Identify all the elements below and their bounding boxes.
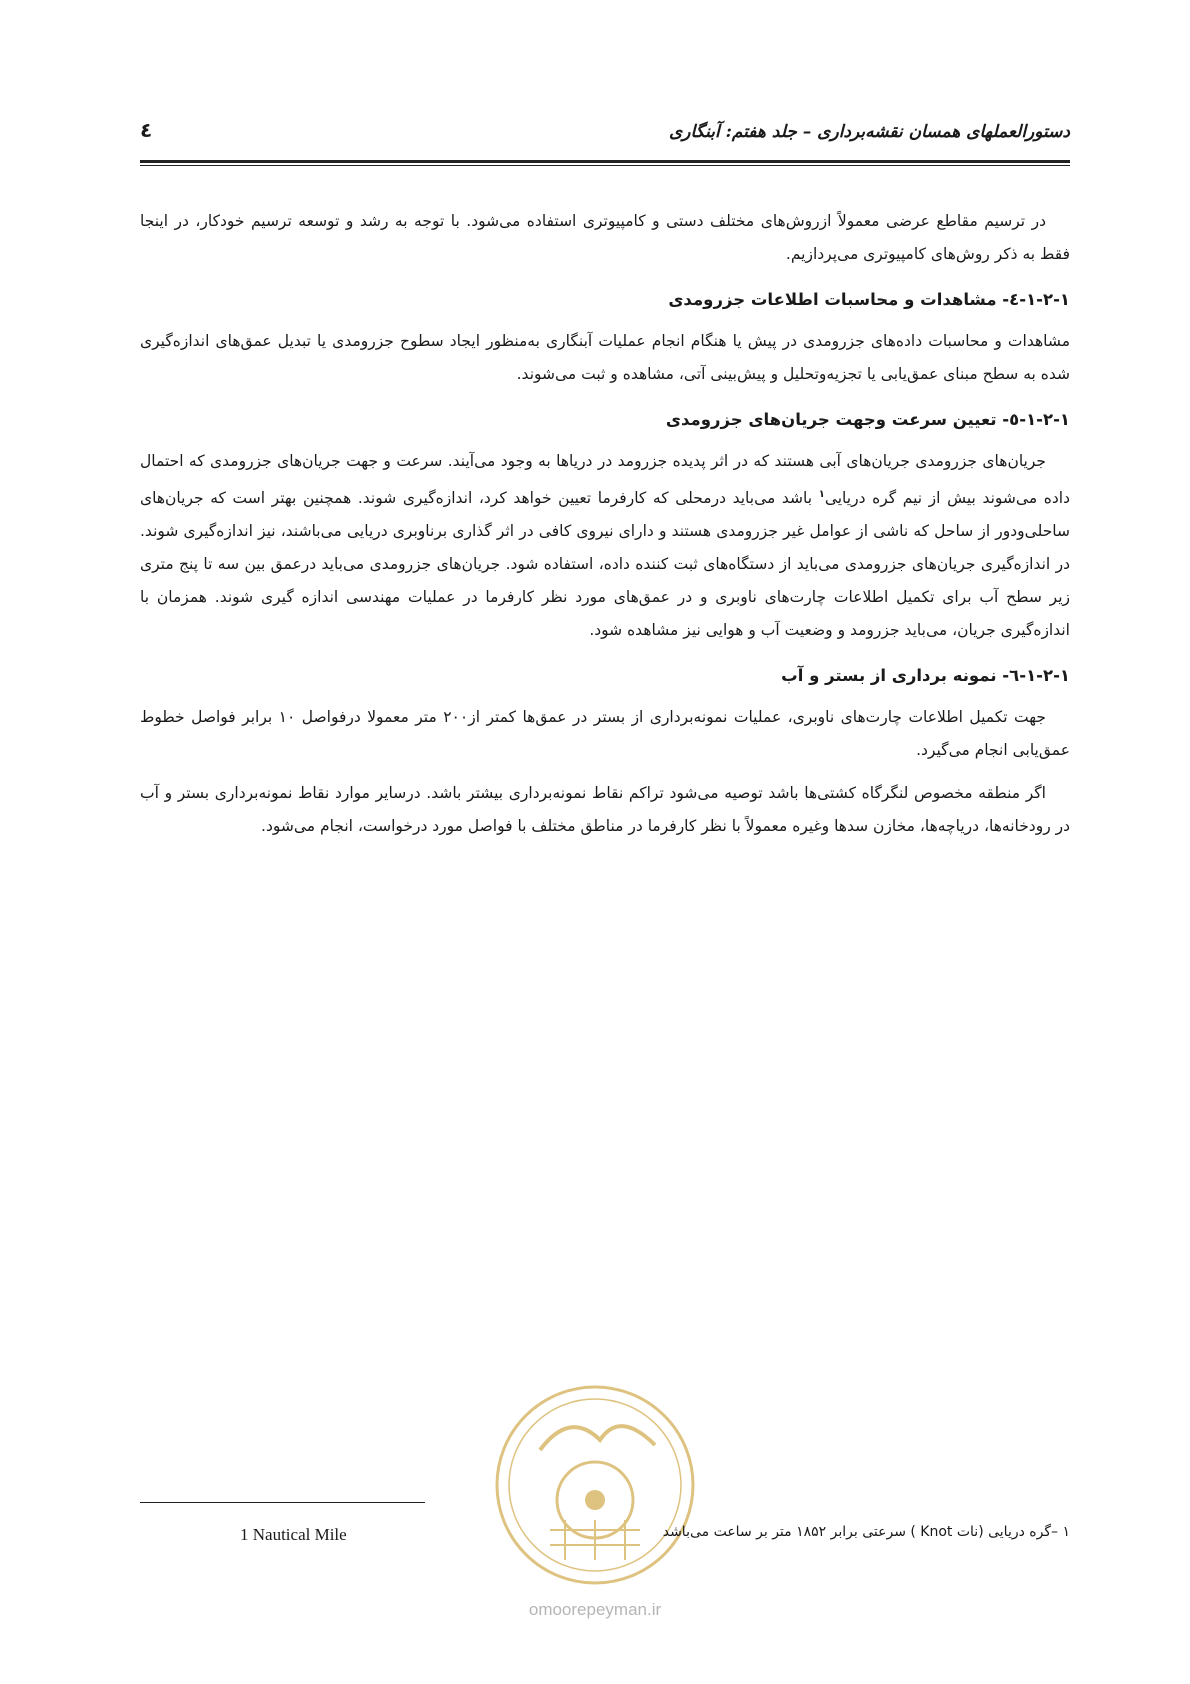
watermark-seal-icon <box>490 1380 700 1590</box>
page-number: ٤ <box>140 118 153 142</box>
heading-sampling: ۱-۲-۱-٦- نمونه برداری از بستر و آب <box>781 666 1070 686</box>
header-rule-thin <box>140 165 1070 166</box>
heading-tidal-currents: ۱-۲-۱-٥- تعیین سرعت وجهت جریان‌های جزرومدی <box>665 410 1070 429</box>
page-header <box>140 118 1070 158</box>
paragraph-anchorage: اگر منطقه مخصوص لنگرگاه کشتی‌ها باشد توصیه می‌شود تراکم نقاط نمونه‌برداری بیشتر باشد. درسایر موارد نقاط نمونه‌برداری بستر و آب در رودخانه‌ها، دریاچه‌ها، مخازن سدها وغیره معمولاً با نظر کارفرما در مناطق مختلف با فواصل مورد درخواست، انجام می‌شود. <box>140 784 1070 836</box>
tidal-currents-text-b: باشد می‌باید درمحلی که کارفرما تعیین خواهد کرد، اندازه‌گیری شوند. همچنین بهتر است که جریان‌های ساحلی‌ودور از ساحل که ناشی از عوامل غیر جزرومدی هستند و دارای نیروی کافی در اثر گذاری برناوبری دریایی می‌باشند، نیز اندازه‌گیری شوند. در اندازه‌گیری جریان‌های جزرومدی می‌باید از دستگاه‌های ثبت کننده داده، استفاده شود. جریان‌های جزرومدی می‌باید درعمق بین سه تا پنج متری زیر سطح آب برای تکمیل اطلاعات چارت‌های ناوبری و در عمق‌های مورد نظر کارفرما در عملیات مهندسی اندازه گیری شوند. همزمان با اندازه‌گیری جریان، می‌باید جزرومد و وضعیت آب و هوایی نیز مشاهده شود. <box>140 489 1070 640</box>
footnote-persian: ۱ –گره دریایی (نات Knot ) سرعتی برابر ۱۸۵۲ متر بر ساعت می‌باشد <box>662 1524 1070 1540</box>
document-body <box>140 205 1070 853</box>
paragraph-sampling: جهت تکمیل اطلاعات چارت‌های ناوبری، عملیات نمونه‌برداری از بستر در عمق‌ها کمتر از۲۰۰ متر معمولا درفواصل ۱۰ برابر فواصل خطوط عمق‌یابی انجام می‌گیرد. <box>140 708 1070 760</box>
footnote-rule <box>140 1502 425 1503</box>
watermark-url: omoorepeyman.ir <box>528 1600 662 1619</box>
paragraph-cross-sections: در ترسیم مقاطع عرضی معمولاً ازروش‌های مختلف دستی و کامپیوتری استفاده می‌شود. با توجه به رشد و توسعه ترسیم خودکار، در اینجا فقط به ذکر روش‌های کامپیوتری می‌پردازیم. <box>140 212 1070 263</box>
heading-tidal-observations: ۱-۲-۱-٤- مشاهدات و محاسبات اطلاعات جزرومدی <box>668 290 1070 309</box>
paragraph-tidal-observations: مشاهدات و محاسبات داده‌های جزرومدی در پیش یا هنگام انجام عملیات آبنگاری به‌منظور ایجاد سطوح جزرومدی یا تبدیل عمق‌های اندازه‌گیری شده به سطح مبنای عمق‌یابی یا تجزیه‌وتحلیل و پیش‌بینی آتی، مشاهده و ثبت می‌شوند. <box>140 332 1070 383</box>
paragraph-tidal-currents <box>140 445 1070 647</box>
header-title: دستورالعملهای همسان نقشه‌برداری – جلد هفتم: آبنگاری <box>669 122 1070 142</box>
header-rule <box>140 160 1070 163</box>
footnote-english: 1 Nautical Mile <box>240 1525 347 1544</box>
tidal-currents-text-a: جریان‌های جزرومدی جریان‌های آبی هستند که در اثر پدیده جزرومد در دریاها به وجود می‌آیند. سرعت و جهت جریان‌های جزرومدی که احتمال داده می‌شوند بیش از نیم گره دریایی <box>140 452 1070 508</box>
footnote-marker: ۱ <box>818 489 825 500</box>
